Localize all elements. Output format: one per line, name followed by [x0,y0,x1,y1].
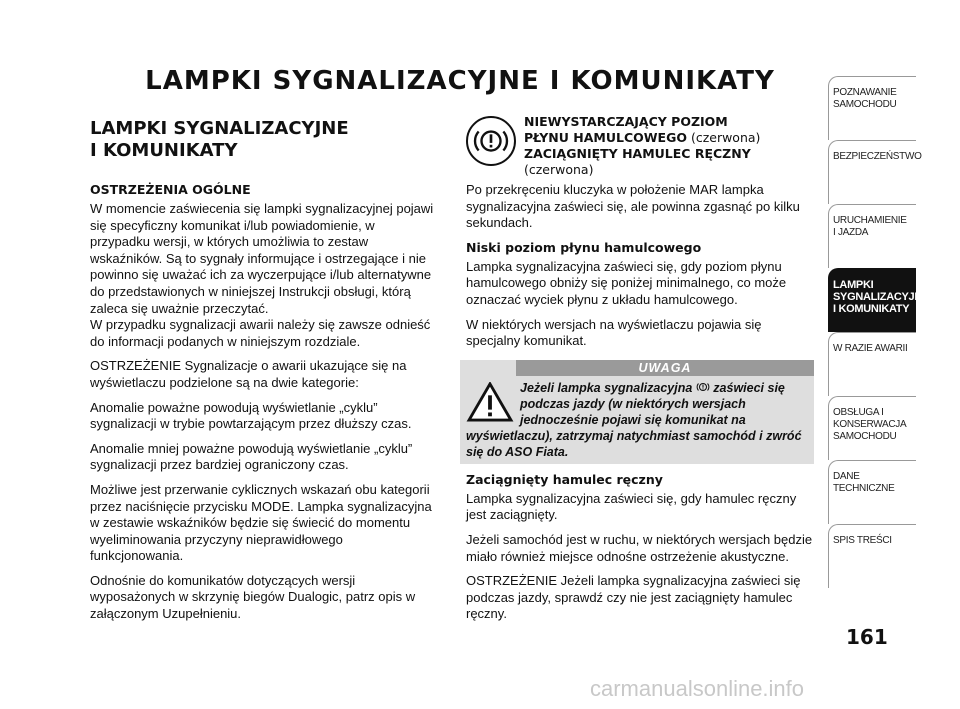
tab-uruchamienie[interactable]: URUCHAMIENIE I JAZDA [828,204,916,268]
tab-obsluga[interactable]: OBSŁUGA I KONSERWACJA SAMOCHODU [828,396,916,460]
paragraph: Możliwe jest przerwanie cyklicznych wskazań obu kategorii przez naciśnięcie przycisku MODE. Lampka sygnalizacyjna w zestawie wskaźników będzie się świecić do momentu wyeliminowania przyczyny nieprawidłowego funkcjonowania. [90,481,432,564]
warning-title: ZACIĄGNIĘTY HAMULEC RĘCZNY [524,146,751,161]
tab-bezpieczenstwo[interactable]: BEZPIECZEŃSTWO [828,140,916,204]
tab-spis-tresci[interactable]: SPIS TREŚCI [828,524,916,588]
page-title: LAMPKI SYGNALIZACYJNE I KOMUNIKATY [145,66,775,96]
tab-poznawanie[interactable]: POZNAWANIE SAMOCHODU [828,76,916,140]
paragraph: W niektórych wersjach na wyświetlaczu pojawia się specjalny komunikat. [466,316,762,349]
chapter-tabs [828,76,930,588]
caution-box [460,360,814,464]
brake-warning-icon [466,116,516,166]
subheading-low-brake-fluid: Niski poziom płynu hamulcowego [466,239,702,255]
section-heading-line1: LAMPKI SYGNALIZACYJNE [90,118,349,139]
page-number: 161 [846,625,888,649]
caution-label: UWAGA [516,360,814,376]
paragraph: Odnośnie do komunikatów dotyczących wersji wyposażonych w skrzynię biegów Dualogic, patrz opis w załączonym Uzupełnieniu. [90,572,416,622]
warning-light-titles [524,114,760,178]
caution-text-post: zaświeci się podczas jazdy (w niektórych wersjach jednocześnie pojawi się komunikat na wyświetlaczu), zatrzymaj natychmiast samochód i zwróć się do ASO Fiata. [466,380,802,459]
paragraph: Lampka sygnalizacyjna zaświeci się, gdy hamulec ręczny jest zaciągnięty. [466,490,797,523]
paragraph: Jeżeli samochód jest w ruchu, w niektórych wersjach będzie miało również miejsce odnośne ostrzeżenie akustyczne. [466,531,813,564]
watermark: carmanualsonline.info [590,676,805,701]
caution-text-pre: Jeżeli lampka sygnalizacyjna [520,380,693,395]
subheading-parking-brake: Zaciągnięty hamulec ręczny [466,471,663,487]
paragraph: Anomalie mniej poważne powodują wyświetlanie „cyklu” sygnalizacji przez bardziej ograniczony czas. [90,440,413,473]
paragraph: OSTRZEŻENIE Sygnalizacje o awarii ukazujące się na wyświetlaczu podzielone są na dwie kategorie: [90,358,407,390]
warning-color: (czerwona) [524,162,594,177]
section-heading [90,118,436,162]
left-column [90,118,436,631]
caution-triangle-icon [466,382,514,422]
paragraph: Lampka sygnalizacyjna zaświeci się, gdy poziom płynu hamulcowego obniży się poniżej minimalnego, co może oznaczać wyciek płynu z układu hamulcowego. [466,258,787,307]
paragraph: W przypadku sygnalizacji awarii należy się zawsze odnieść do informacji podanych w niniejszym rozdziale. [90,317,431,349]
right-column [466,114,814,631]
subheading-general-warnings: OSTRZEŻENIA OGÓLNE [90,182,251,197]
tab-dane-techniczne[interactable]: DANE TECHNICZNE [828,460,916,524]
brake-warning-inline-icon [696,380,710,394]
caution-text [466,380,808,460]
warning-color: (czerwona) [686,130,761,145]
paragraph: Po przekręceniu kluczyka w położenie MAR lampka sygnalizacyjna zaświeci się, ale powinna zgasnąć po kilku sekundach. [466,182,800,231]
section-heading-line2: I KOMUNIKATY [90,140,238,161]
warning-light-header [466,114,814,178]
paragraph: OSTRZEŻENIE Jeżeli lampka sygnalizacyjna zaświeci się podczas jazdy, sprawdź czy nie jest zaciągnięty hamulec ręczny. [466,573,801,622]
warning-title: NIEWYSTARCZAJĄCY POZIOM [524,114,728,129]
warning-title: PŁYNU HAMULCOWEGO [524,130,687,145]
paragraph: W momencie zaświecenia się lampki sygnalizacyjnej pojawi się specyficzny komunikat i/lub powiadomienie, w przypadku wersji, w których umożliwia to zestaw wskaźników. Są to sygnały informujące i ostrzegające i nie powinno się uważać ich za wyczerpujące i/lub alternatywne do przedstawionych w niniejszej Instrukcji obsługi, którą zaleca się uważnie przeczytać. [90,201,434,316]
paragraph: Anomalie poważne powodują wyświetlanie „cyklu” sygnalizacji w trybie powtarzającym przez dłuższy czas. [90,399,412,432]
tab-w-razie-awarii[interactable]: W RAZIE AWARII [828,332,916,396]
tab-lampki-active[interactable]: LAMPKI SYGNALIZACYJNE I KOMUNIKATY [828,268,916,332]
